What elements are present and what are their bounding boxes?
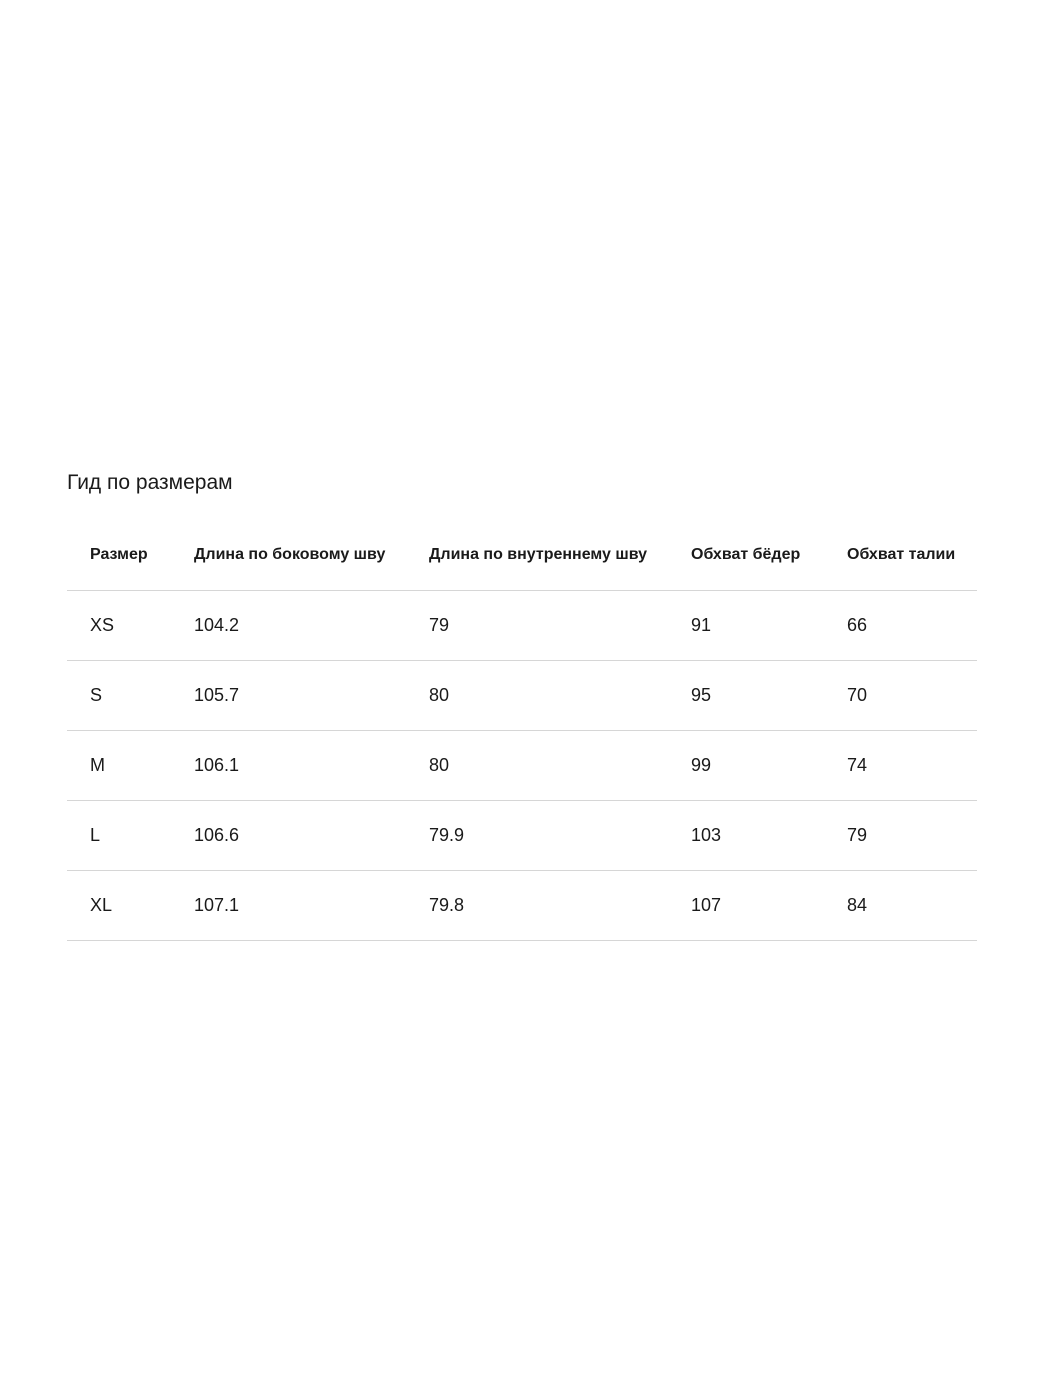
cell-inseam-length: 79.9 xyxy=(429,801,691,871)
cell-side-seam-length: 107.1 xyxy=(194,871,429,941)
cell-inseam-length: 79 xyxy=(429,591,691,661)
cell-size: L xyxy=(67,801,194,871)
cell-inseam-length: 80 xyxy=(429,731,691,801)
table-row xyxy=(67,661,977,731)
cell-size: S xyxy=(67,661,194,731)
cell-hip-girth: 107 xyxy=(691,871,847,941)
cell-waist-girth: 79 xyxy=(847,801,977,871)
table-row xyxy=(67,801,977,871)
cell-size: XS xyxy=(67,591,194,661)
cell-side-seam-length: 106.1 xyxy=(194,731,429,801)
column-header-side-seam-length: Длина по боковому шву xyxy=(194,537,429,591)
cell-waist-girth: 84 xyxy=(847,871,977,941)
cell-waist-girth: 66 xyxy=(847,591,977,661)
size-table xyxy=(67,537,977,941)
table-row xyxy=(67,731,977,801)
cell-size: XL xyxy=(67,871,194,941)
cell-hip-girth: 103 xyxy=(691,801,847,871)
cell-inseam-length: 80 xyxy=(429,661,691,731)
column-header-waist-girth: Обхват талии xyxy=(847,537,977,591)
cell-size: M xyxy=(67,731,194,801)
cell-hip-girth: 95 xyxy=(691,661,847,731)
cell-inseam-length: 79.8 xyxy=(429,871,691,941)
size-guide xyxy=(67,468,977,941)
column-header-hip-girth: Обхват бёдер xyxy=(691,537,847,591)
size-guide-title: Гид по размерам xyxy=(67,471,233,494)
cell-side-seam-length: 104.2 xyxy=(194,591,429,661)
cell-hip-girth: 91 xyxy=(691,591,847,661)
cell-side-seam-length: 106.6 xyxy=(194,801,429,871)
cell-side-seam-length: 105.7 xyxy=(194,661,429,731)
table-row xyxy=(67,591,977,661)
table-row xyxy=(67,871,977,941)
column-header-size: Размер xyxy=(67,537,194,591)
table-header-row xyxy=(67,537,977,591)
column-header-inseam-length: Длина по внутреннему шву xyxy=(429,537,691,591)
cell-waist-girth: 74 xyxy=(847,731,977,801)
cell-waist-girth: 70 xyxy=(847,661,977,731)
cell-hip-girth: 99 xyxy=(691,731,847,801)
